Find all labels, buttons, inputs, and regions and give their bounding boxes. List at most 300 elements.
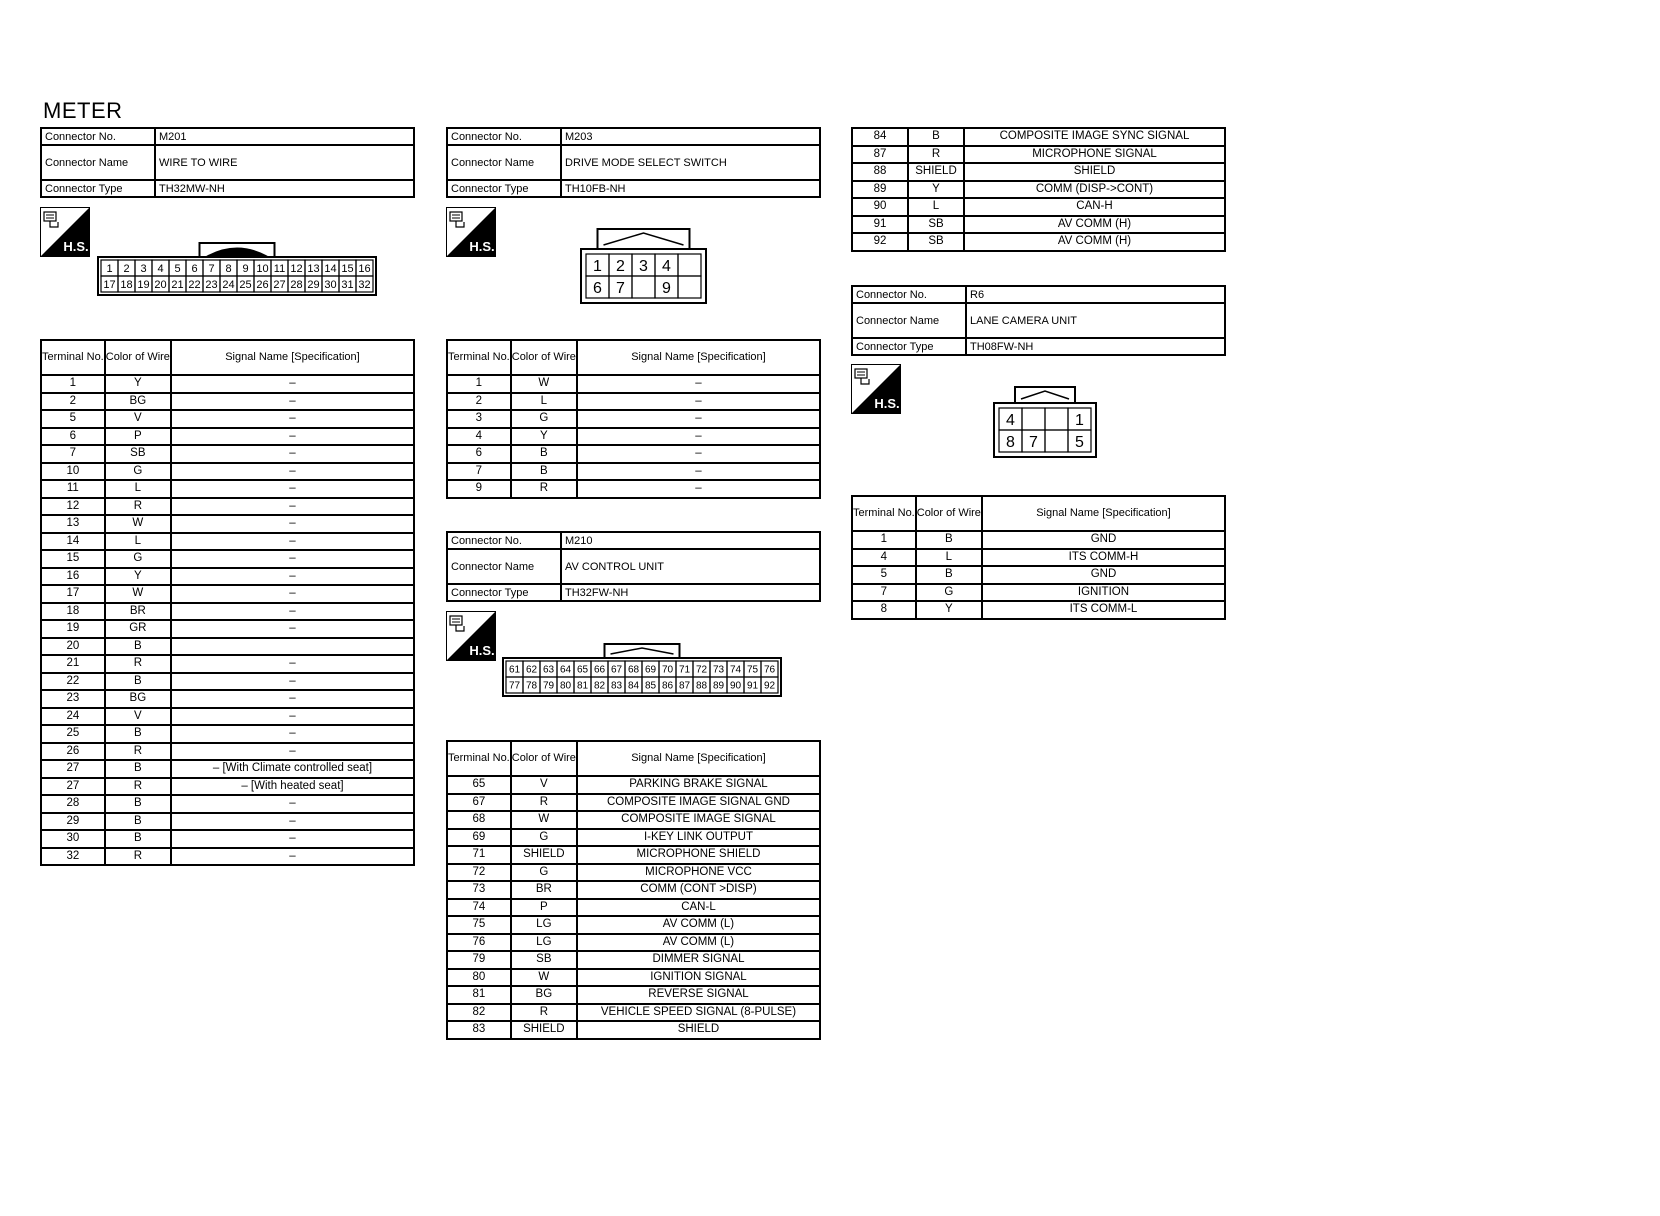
signal-cell: – [577, 428, 820, 446]
connector-pin-label: 28 [290, 278, 303, 291]
connector-pin-label: 22 [188, 278, 201, 291]
connector-pin-label: 63 [542, 664, 555, 676]
connector-name-value: DRIVE MODE SELECT SWITCH [561, 145, 820, 180]
connector-pin-label: 7 [616, 279, 625, 297]
table-row [41, 568, 414, 586]
signal-cell: GND [982, 531, 1225, 549]
connector-hand-icon [450, 212, 464, 227]
connector-pin-label: 71 [678, 664, 691, 676]
terminal-cell: 80 [447, 969, 511, 987]
connector-info-r6 [851, 285, 1226, 356]
terminal-cell: 87 [852, 146, 908, 164]
signal-header: Signal Name [Specification] [171, 340, 414, 375]
signal-cell: IGNITION SIGNAL [577, 969, 820, 987]
connector-pin-label: 32 [358, 278, 371, 291]
table-row [41, 375, 414, 393]
signal-cell: SHIELD [577, 1021, 820, 1039]
signal-cell: MICROPHONE SIGNAL [964, 146, 1225, 164]
color-cell: SB [105, 445, 171, 463]
terminal-header: Terminal No. [447, 741, 511, 776]
connector-latch [1015, 387, 1075, 403]
table-row [852, 584, 1225, 602]
table-row [41, 585, 414, 603]
table-row [41, 410, 414, 428]
color-cell: BR [105, 603, 171, 621]
terminal-table-m201 [40, 339, 415, 866]
connector-pin-label: 72 [695, 664, 708, 676]
signal-cell: – [171, 725, 414, 743]
connector-pin-label: 78 [525, 680, 538, 692]
terminal-table-m203 [446, 339, 821, 499]
color-cell: SB [908, 233, 964, 251]
signal-cell [171, 638, 414, 656]
signal-cell: MICROPHONE SHIELD [577, 846, 820, 864]
table-row [41, 725, 414, 743]
signal-cell: – [577, 445, 820, 463]
signal-cell: – [171, 463, 414, 481]
table-row [852, 531, 1225, 549]
color-cell: G [105, 550, 171, 568]
signal-cell: – [With heated seat] [171, 778, 414, 796]
signal-cell: – [171, 795, 414, 813]
terminal-cell: 1 [447, 375, 511, 393]
table-row [447, 375, 820, 393]
terminal-cell: 14 [41, 533, 105, 551]
connector-no-value: M203 [561, 128, 820, 145]
terminal-cell: 71 [447, 846, 511, 864]
signal-cell: – [171, 585, 414, 603]
connector-pin-label: 86 [661, 680, 674, 692]
connector-pin-label: 29 [307, 278, 320, 291]
terminal-cell: 7 [41, 445, 105, 463]
connector-no-label: Connector No. [852, 286, 966, 303]
signal-cell: REVERSE SIGNAL [577, 986, 820, 1004]
signal-cell: – [171, 848, 414, 866]
connector-pin-label: 23 [205, 278, 218, 291]
signal-cell: CAN-H [964, 198, 1225, 216]
signal-cell: AV COMM (L) [577, 916, 820, 934]
connector-pin-label: 25 [239, 278, 252, 291]
terminal-table-m210 [446, 740, 821, 1040]
terminal-cell: 24 [41, 708, 105, 726]
signal-cell: – [577, 375, 820, 393]
connector-latch-mark [604, 233, 684, 245]
signal-cell: COMPOSITE IMAGE SYNC SIGNAL [964, 128, 1225, 146]
harness-side-icon [446, 611, 496, 661]
connector-pin-label: 13 [307, 262, 320, 275]
table-row [41, 673, 414, 691]
connector-pin-label: 75 [746, 664, 759, 676]
color-header: Color of Wire [511, 340, 577, 375]
connector-pin-label: 12 [290, 262, 303, 275]
terminal-cell: 73 [447, 881, 511, 899]
connector-type-label: Connector Type [41, 180, 155, 197]
connector-hand-icon [450, 616, 464, 631]
connector-pin-label: 87 [678, 680, 691, 692]
connector-no-value: M210 [561, 532, 820, 549]
signal-cell: ITS COMM-H [982, 549, 1225, 567]
connector-pin-label: 15 [341, 262, 354, 275]
terminal-cell: 8 [852, 601, 916, 619]
color-cell: B [105, 830, 171, 848]
table-row [41, 498, 414, 516]
connector-pin-label: 89 [712, 680, 725, 692]
terminal-cell: 5 [852, 566, 916, 584]
table-row [41, 708, 414, 726]
table-row [41, 690, 414, 708]
terminal-cell: 10 [41, 463, 105, 481]
color-cell: SHIELD [908, 163, 964, 181]
terminal-cell: 6 [41, 428, 105, 446]
hs-label: H.S. [63, 239, 89, 254]
color-cell: G [105, 463, 171, 481]
table-row [41, 778, 414, 796]
table-row [447, 969, 820, 987]
color-cell: R [105, 655, 171, 673]
signal-cell: – [171, 743, 414, 761]
signal-cell: I-KEY LINK OUTPUT [577, 829, 820, 847]
signal-cell: – [171, 533, 414, 551]
table-row [447, 428, 820, 446]
color-cell: G [511, 410, 577, 428]
signal-cell: – [171, 393, 414, 411]
connector-pin-label: 10 [256, 262, 269, 275]
connector-type-label: Connector Type [447, 180, 561, 197]
table-row [852, 233, 1225, 251]
signal-cell: – [171, 550, 414, 568]
connector-pin-label: 9 [242, 262, 249, 275]
terminal-cell: 74 [447, 899, 511, 917]
connector-no-value: R6 [966, 286, 1225, 303]
signal-cell: – [171, 375, 414, 393]
signal-cell: – [171, 445, 414, 463]
table-row [41, 550, 414, 568]
table-row [447, 811, 820, 829]
table-row [447, 934, 820, 952]
table-row [41, 830, 414, 848]
connector-pin-label: 26 [256, 278, 269, 291]
signal-cell: COMM (CONT >DISP) [577, 881, 820, 899]
color-cell: R [511, 1004, 577, 1022]
terminal-cell: 13 [41, 515, 105, 533]
connector-type-value: TH10FB-NH [561, 180, 820, 197]
connector-pin-label: 64 [559, 664, 572, 676]
connector-pin-label: 18 [120, 278, 133, 291]
color-cell: SB [511, 951, 577, 969]
table-row [41, 813, 414, 831]
color-cell: BG [105, 393, 171, 411]
color-cell: B [105, 725, 171, 743]
terminal-cell: 18 [41, 603, 105, 621]
signal-cell: AV COMM (H) [964, 216, 1225, 234]
connector-no-label: Connector No. [447, 128, 561, 145]
connector-pin-label: 65 [576, 664, 589, 676]
terminal-cell: 91 [852, 216, 908, 234]
table-row [852, 216, 1225, 234]
terminal-cell: 6 [447, 445, 511, 463]
terminal-cell: 19 [41, 620, 105, 638]
color-cell: V [105, 708, 171, 726]
connector-diagram-r6 [993, 386, 1097, 458]
signal-cell: – [171, 498, 414, 516]
connector-name-value: AV CONTROL UNIT [561, 549, 820, 584]
table-row [41, 463, 414, 481]
table-row [41, 848, 414, 866]
connector-pin-label: 85 [644, 680, 657, 692]
connector-pin-label: 6 [191, 262, 198, 275]
color-cell: B [105, 760, 171, 778]
color-cell: R [105, 498, 171, 516]
signal-cell: – [171, 515, 414, 533]
table-row [447, 899, 820, 917]
table-row [447, 1004, 820, 1022]
color-cell: Y [908, 181, 964, 199]
terminal-cell: 1 [852, 531, 916, 549]
color-cell: SB [908, 216, 964, 234]
terminal-cell: 82 [447, 1004, 511, 1022]
color-cell: B [105, 638, 171, 656]
connector-pin-label: 61 [508, 664, 521, 676]
color-cell: B [511, 463, 577, 481]
connector-info-m201 [40, 127, 415, 198]
connector-pin-label: 6 [593, 279, 602, 297]
table-row [41, 393, 414, 411]
terminal-cell: 25 [41, 725, 105, 743]
connector-pin-label: 3 [639, 257, 648, 275]
signal-cell: MICROPHONE VCC [577, 864, 820, 882]
connector-no-label: Connector No. [447, 532, 561, 549]
terminal-cell: 22 [41, 673, 105, 691]
signal-cell: PARKING BRAKE SIGNAL [577, 776, 820, 794]
terminal-cell: 68 [447, 811, 511, 829]
signal-cell: – [171, 568, 414, 586]
connector-pin-label: 80 [559, 680, 572, 692]
color-cell: W [105, 585, 171, 603]
connector-pin-label: 19 [137, 278, 150, 291]
connector-latch-fill [205, 248, 270, 258]
connector-pin-label: 79 [542, 680, 555, 692]
connector-name-label: Connector Name [41, 145, 155, 180]
connector-pin-label: 21 [171, 278, 184, 291]
signal-cell: – [171, 708, 414, 726]
terminal-cell: 2 [41, 393, 105, 411]
terminal-cell: 28 [41, 795, 105, 813]
signal-cell: COMM (DISP->CONT) [964, 181, 1225, 199]
table-row [41, 760, 414, 778]
table-row [41, 445, 414, 463]
connector-name-label: Connector Name [852, 303, 966, 338]
terminal-cell: 17 [41, 585, 105, 603]
connector-diagram-m203 [580, 228, 707, 304]
signal-cell: – [171, 690, 414, 708]
connector-pin-label: 11 [273, 262, 286, 275]
terminal-cell: 23 [41, 690, 105, 708]
table-row [41, 795, 414, 813]
color-cell: B [511, 445, 577, 463]
harness-side-icon [446, 207, 496, 257]
connector-pin-label: 69 [644, 664, 657, 676]
table-row [447, 1021, 820, 1039]
table-row [447, 864, 820, 882]
table-row [447, 410, 820, 428]
color-cell: B [105, 795, 171, 813]
connector-pin-label: 20 [154, 278, 167, 291]
table-row [41, 638, 414, 656]
color-cell: L [105, 480, 171, 498]
table-row [447, 916, 820, 934]
color-cell: SHIELD [511, 1021, 577, 1039]
connector-pin-label: 83 [610, 680, 623, 692]
connector-pin-label: 30 [324, 278, 337, 291]
connector-pin-label: 88 [695, 680, 708, 692]
signal-header: Signal Name [Specification] [982, 496, 1225, 531]
connector-pin-label: 1 [1075, 411, 1084, 429]
color-cell: GR [105, 620, 171, 638]
connector-pin-label: 74 [729, 664, 742, 676]
table-row [447, 881, 820, 899]
terminal-cell: 27 [41, 778, 105, 796]
color-cell: L [916, 549, 982, 567]
connector-pin-label: 9 [662, 279, 671, 297]
connector-diagram-m210 [502, 643, 782, 697]
color-header: Color of Wire [511, 741, 577, 776]
harness-side-icon [40, 207, 90, 257]
color-cell: Y [511, 428, 577, 446]
connector-pin-label: 1 [593, 257, 602, 275]
signal-cell: COMPOSITE IMAGE SIGNAL [577, 811, 820, 829]
connector-pin-label: 14 [324, 262, 337, 275]
terminal-cell: 7 [852, 584, 916, 602]
connector-pin-label: 68 [627, 664, 640, 676]
hs-label: H.S. [469, 239, 495, 254]
table-row [852, 163, 1225, 181]
color-header: Color of Wire [916, 496, 982, 531]
connector-pin-cell [678, 276, 701, 298]
terminal-cell: 12 [41, 498, 105, 516]
connector-pin-label: 66 [593, 664, 606, 676]
terminal-cell: 11 [41, 480, 105, 498]
signal-cell: – [171, 603, 414, 621]
color-cell: BR [511, 881, 577, 899]
connector-name-value: WIRE TO WIRE [155, 145, 414, 180]
terminal-table-m210-continued [851, 127, 1226, 252]
signal-cell: – [171, 813, 414, 831]
signal-cell: AV COMM (H) [964, 233, 1225, 251]
connector-type-value: TH32MW-NH [155, 180, 414, 197]
color-cell: B [916, 566, 982, 584]
connector-pin-label: 4 [157, 262, 164, 275]
color-cell: W [511, 969, 577, 987]
color-cell: W [511, 811, 577, 829]
terminal-cell: 81 [447, 986, 511, 1004]
connector-type-label: Connector Type [852, 338, 966, 355]
signal-cell: – [171, 428, 414, 446]
signal-cell: – [577, 410, 820, 428]
terminal-header: Terminal No. [41, 340, 105, 375]
signal-cell: IGNITION [982, 584, 1225, 602]
connector-pin-label: 2 [616, 257, 625, 275]
color-cell: L [511, 393, 577, 411]
terminal-cell: 30 [41, 830, 105, 848]
terminal-cell: 21 [41, 655, 105, 673]
table-row [447, 846, 820, 864]
connector-pin-cell [1045, 408, 1068, 430]
signal-cell: – [171, 673, 414, 691]
color-cell: Y [105, 375, 171, 393]
table-row [852, 198, 1225, 216]
table-row [852, 146, 1225, 164]
terminal-cell: 4 [447, 428, 511, 446]
connector-pin-label: 16 [358, 262, 371, 275]
connector-pin-label: 70 [661, 664, 674, 676]
terminal-cell: 27 [41, 760, 105, 778]
connector-info-m210 [446, 531, 821, 602]
connector-pin-cell [678, 254, 701, 276]
signal-cell: – [171, 655, 414, 673]
connector-latch [598, 229, 690, 249]
table-row [852, 601, 1225, 619]
color-cell: V [105, 410, 171, 428]
connector-pin-label: 4 [662, 257, 671, 275]
table-row [447, 776, 820, 794]
table-row [447, 829, 820, 847]
connector-pin-label: 7 [1029, 433, 1038, 451]
signal-cell: – [577, 393, 820, 411]
connector-latch-mark [1021, 391, 1069, 399]
terminal-cell: 75 [447, 916, 511, 934]
connector-pin-label: 92 [763, 680, 776, 692]
signal-cell: – [171, 480, 414, 498]
color-cell: SHIELD [511, 846, 577, 864]
color-cell: LG [511, 934, 577, 952]
connector-pin-label: 31 [341, 278, 354, 291]
color-header: Color of Wire [105, 340, 171, 375]
terminal-cell: 3 [447, 410, 511, 428]
connector-pin-label: 5 [1075, 433, 1084, 451]
terminal-cell: 79 [447, 951, 511, 969]
terminal-header: Terminal No. [852, 496, 916, 531]
terminal-cell: 5 [41, 410, 105, 428]
connector-pin-cell [1022, 408, 1045, 430]
signal-cell: – [171, 830, 414, 848]
connector-pin-label: 4 [1006, 411, 1015, 429]
terminal-cell: 65 [447, 776, 511, 794]
table-row [852, 549, 1225, 567]
table-row [852, 566, 1225, 584]
signal-cell: CAN-L [577, 899, 820, 917]
color-cell: W [511, 375, 577, 393]
connector-name-value: LANE CAMERA UNIT [966, 303, 1225, 338]
connector-latch [605, 644, 680, 658]
signal-cell: AV COMM (L) [577, 934, 820, 952]
table-row [41, 655, 414, 673]
terminal-header: Terminal No. [447, 340, 511, 375]
color-cell: R [511, 794, 577, 812]
signal-cell: GND [982, 566, 1225, 584]
connector-pin-label: 91 [746, 680, 759, 692]
color-cell: B [105, 673, 171, 691]
signal-header: Signal Name [Specification] [577, 741, 820, 776]
color-cell: V [511, 776, 577, 794]
harness-side-icon [851, 364, 901, 414]
terminal-cell: 69 [447, 829, 511, 847]
connector-pin-label: 7 [208, 262, 215, 275]
color-cell: G [511, 864, 577, 882]
color-cell: R [908, 146, 964, 164]
connector-pin-label: 8 [1006, 433, 1015, 451]
connector-pin-label: 81 [576, 680, 589, 692]
table-row [41, 533, 414, 551]
